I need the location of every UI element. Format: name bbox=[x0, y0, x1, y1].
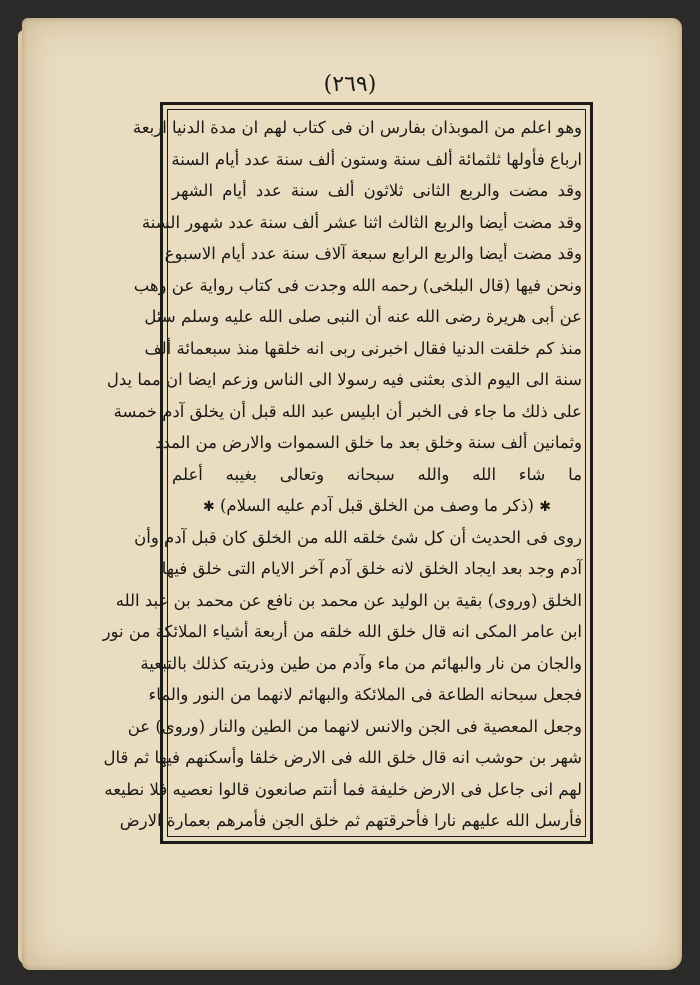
text-block bbox=[102, 112, 582, 837]
text-line: الخلق (وروى) بقية بن الوليد عن محمد بن نافع عن محمد بن عبد الله bbox=[115, 590, 582, 610]
text-line: سنة الى اليوم الذى بعثنى فيه رسولا الى الناس وزعم ايضا ان مما يدل bbox=[106, 370, 582, 389]
star-ornament-icon: ✱ bbox=[539, 499, 551, 515]
text-line: فأرسل الله عليهم نارا فأحرقتهم ثم خلق الجن فأمرهم بعمارة الارض bbox=[119, 811, 582, 830]
section-heading-text: (ذكر ما وصف من الخلق قبل آدم عليه السلام) bbox=[220, 496, 534, 515]
text-line: روى فى الحديث أن كل شئ خلقه الله من الخلق كان قبل آدم وأن bbox=[134, 527, 582, 547]
page-number: (٢٦٩) bbox=[323, 72, 377, 97]
text-line: وهو اعلم من الموبذان بفارس ان فى كتاب لهم ان مدة الدنيا اربعة bbox=[132, 118, 582, 137]
text-line: وثمانين ألف سنة وخلق بعد ما خلق السموات والارض من المدد bbox=[155, 433, 582, 452]
text-line: وقد مضت أيضا والربع الرابع سبعة آلاف سنة عدد أيام الاسبوع bbox=[164, 244, 582, 263]
star-ornament-icon: ✱ bbox=[203, 499, 215, 515]
text-line: لهم انى جاعل فى الارض خليفة فما أنتم صانعون قالوا نعصيه فلا نطيعه bbox=[104, 779, 582, 799]
text-line: على ذلك ما جاء فى الخبر أن ابليس عبد الله قبل أن يخلق آدم خمسة bbox=[113, 401, 582, 421]
text-line: وقد مضت والربع الثانى ثلاثون ألف سنة عدد أيام الشهر bbox=[172, 181, 582, 200]
text-line: فجعل سبحانه الطاعة فى الملائكة والبهائم لانهما من النور والماء bbox=[148, 685, 582, 704]
text-line: وجعل المعصية فى الجن والانس لانهما من الطين والنار (وروى) عن bbox=[127, 716, 582, 736]
text-line: ونحن فيها (قال البلخى) رحمه الله وجدت فى كتاب رواية عن وهب bbox=[133, 275, 582, 295]
text-line: شهر بن حوشب انه قال خلق الله فى الارض خلقا وأسكنهم فيها ثم قال bbox=[103, 748, 582, 767]
text-line: عن أبى هريرة رضى الله عنه أن النبى صلى الله عليه وسلم سئل bbox=[144, 307, 582, 326]
text-line: ارباع فأولها ثلثمائة ألف سنة وستون ألف سنة عدد أيام السنة bbox=[171, 149, 582, 169]
text-line: آدم وجد بعد ايجاد الخلق لانه خلق آدم آخر الايام التى خلق فيها bbox=[161, 559, 582, 578]
text-line: والجان من نار والبهائم من ماء وآدم من طين وذريته كذلك بالتبعية bbox=[140, 653, 582, 673]
text-line: وقد مضت أيضا والربع الثالث اثنا عشر ألف سنة عدد شهور السنة bbox=[141, 212, 582, 232]
text-line: منذ كم خلقت الدنيا فقال اخبرنى ربى انه خلقها منذ سبعمائة ألف bbox=[144, 338, 582, 358]
text-line: ما شاء الله والله سبحانه وتعالى بغيبه أعلم bbox=[172, 464, 582, 484]
text-line: ابن عامر المكى انه قال خلق الله خلقه من أربعة أشياء الملائكة من نور bbox=[102, 622, 582, 641]
section-heading bbox=[172, 490, 582, 522]
